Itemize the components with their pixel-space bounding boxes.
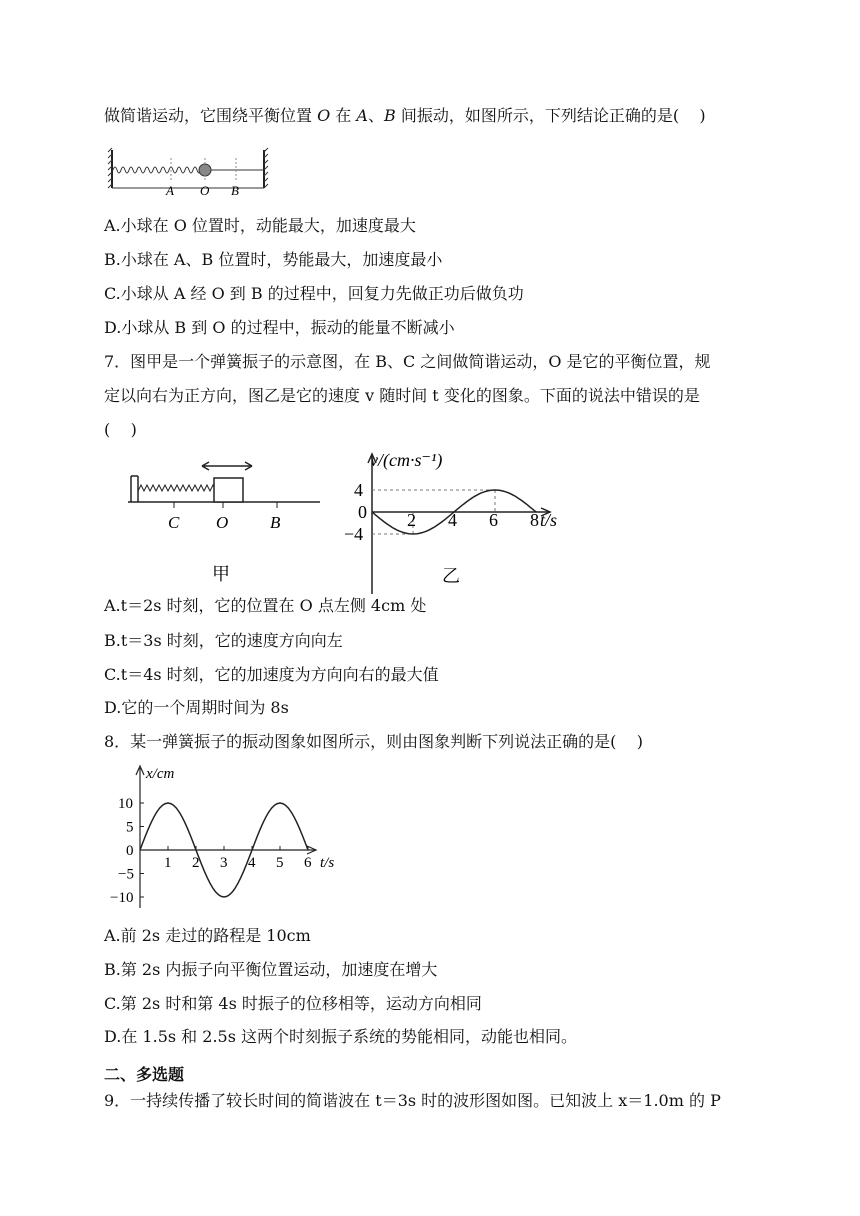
y-axis-label: x/cm [146, 766, 175, 782]
y-tick-label: −5 [118, 866, 134, 883]
q7-option-c: C.t＝4s 时刻，它的加速度为方向向右的最大值 [104, 665, 439, 684]
svg-text:B: B [231, 183, 239, 198]
q6-option-d: D.小球从 B 到 O 的过程中，振动的能量不断减小 [104, 318, 455, 337]
q7-stem-line2: 定以向右为正方向，图乙是它的速度 v 随时间 t 变化的图象。下面的说法中错误的是 [104, 386, 700, 405]
x-tick-label: 8 [530, 510, 539, 530]
x-tick-label: 3 [220, 855, 228, 871]
q8-option-a: A.前 2s 走过的路程是 10cm [104, 926, 311, 945]
q8-stem: 8．某一弹簧振子的振动图象如图所示，则由图象判断下列说法正确的是( ) [104, 732, 644, 751]
q7-option-a: A.t＝2s 时刻，它的位置在 O 点左侧 4cm 处 [104, 596, 427, 615]
svg-text:O: O [200, 183, 210, 198]
chart-caption: 乙 [442, 566, 460, 586]
svg-text:甲: 甲 [212, 564, 230, 584]
q6-stem: 做简谐运动，它围绕平衡位置 O 在 A、B 间振动，如图所示，下列结论正确的是( ) [104, 106, 706, 125]
y-tick-label: 0 [126, 843, 134, 859]
svg-text:O: O [216, 513, 229, 532]
y-tick-0: 0 [358, 502, 367, 522]
x-tick-label: 6 [489, 510, 498, 530]
q8-option-d: D.在 1.5s 和 2.5s 这两个时刻振子系统的势能相同，动能也相同。 [104, 1027, 578, 1046]
x-tick-label: 4 [448, 510, 457, 530]
q6-option-c: C.小球从 A 经 O 到 B 的过程中，回复力先做正功后做负功 [104, 284, 524, 303]
svg-text:C: C [168, 513, 180, 532]
svg-text:A: A [166, 183, 174, 198]
q7-velocity-chart [340, 446, 570, 588]
q8-option-c: C.第 2s 时和第 4s 时振子的位移相等，运动方向相同 [104, 994, 482, 1013]
y-tick-4: 4 [354, 480, 363, 500]
q7-stem-line1: 7．图甲是一个弹簧振子的示意图，在 B、C 之间做简谐运动，O 是它的平衡位置，规 [104, 352, 711, 371]
q7-stem-line3: ( ) [104, 420, 137, 439]
spring [138, 485, 222, 491]
y-tick-label: 5 [126, 819, 134, 836]
q7-figure-jia [128, 458, 328, 586]
spring [113, 167, 205, 173]
x-tick-label: 4 [248, 855, 256, 871]
x-tick-label: 1 [164, 855, 172, 871]
x-axis-label: t/s [540, 510, 558, 530]
y-axis-label: v/(cm·s⁻¹) [370, 450, 443, 470]
svg-text:B: B [270, 513, 281, 532]
x-tick-label: 2 [407, 510, 416, 530]
y-tick-label: −10 [110, 890, 134, 906]
x-axis-label: t/s [320, 855, 335, 871]
y-tick-label: 10 [118, 796, 133, 812]
y-tick-neg4: −4 [344, 524, 364, 544]
q6-option-a: A.小球在 O 位置时，动能最大，加速度最大 [104, 216, 416, 235]
q7-option-d: D.它的一个周期时间为 8s [104, 698, 289, 717]
q9-stem: 9．一持续传播了较长时间的简谐波在 t＝3s 时的波形图如图。已知波上 x＝1.0m 的 P [104, 1091, 721, 1110]
x-tick-label: 2 [192, 855, 200, 871]
q7-option-b: B.t＝3s 时刻，它的速度方向向左 [104, 631, 343, 650]
q8-option-b: B.第 2s 内振子向平衡位置运动，加速度在增大 [104, 960, 438, 979]
section-heading: 二、多选题 [104, 1065, 185, 1084]
q6-option-b: B.小球在 A、B 位置时，势能最大，加速度最小 [104, 250, 443, 269]
q8-displacement-chart [106, 764, 356, 912]
block [214, 478, 243, 502]
x-tick-label: 6 [304, 855, 312, 871]
x-tick-label: 5 [276, 855, 284, 871]
q6-spring-figure [108, 148, 270, 196]
